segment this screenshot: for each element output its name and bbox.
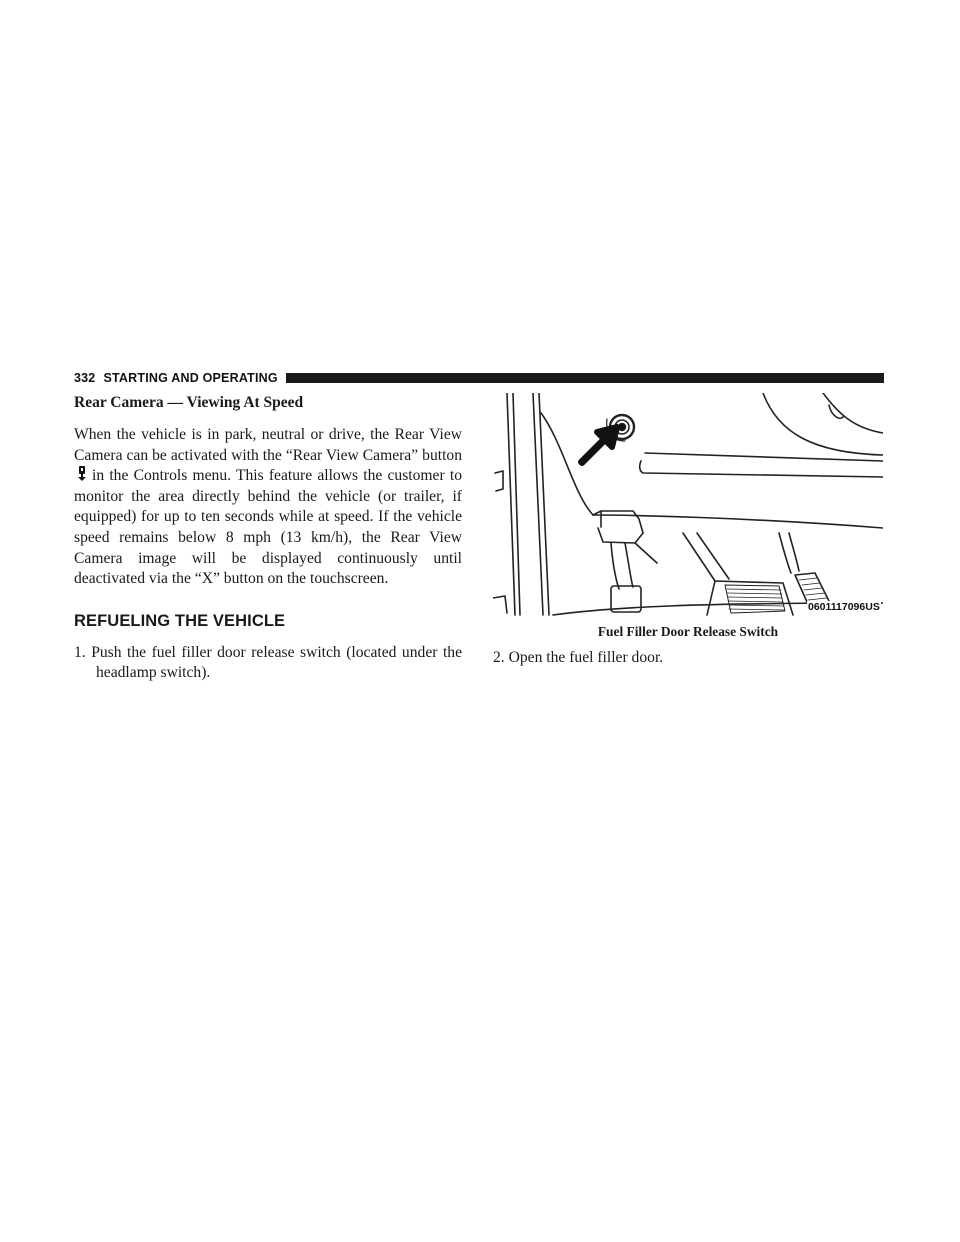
fuel-filler-release-figure	[493, 393, 883, 616]
rear-view-camera-icon	[75, 466, 91, 482]
figure-image-code: 0601117096US	[808, 601, 880, 613]
page-number: 332	[74, 371, 96, 385]
rear-camera-text-2: in the Controls menu. This feature allows the customer to monitor the area directly behind the vehicle (or trailer, if equipped) for up to ten seconds while at speed. If the vehicle speed remains below 8 mph (13 km/h), the Rear View Camera image will be displayed continuously until deactivated via the “X” button on the touchscreen.	[74, 467, 462, 588]
section-title: STARTING AND OPERATING	[103, 371, 278, 385]
rear-camera-paragraph	[74, 425, 462, 590]
rear-camera-heading: Rear Camera — Viewing At Speed	[74, 394, 304, 411]
refueling-step-1: 1. Push the fuel filler door release switch (located under the headlamp switch).	[74, 643, 462, 682]
header-rule	[286, 373, 884, 383]
rear-camera-text-1: When the vehicle is in park, neutral or drive, the Rear View Camera can be activated with the “Rear View Camera” button	[74, 426, 462, 464]
refueling-step-2: 2. Open the fuel filler door.	[493, 649, 664, 666]
left-column	[74, 393, 462, 684]
refueling-heading: REFUELING THE VEHICLE	[74, 611, 286, 630]
figure-caption: Fuel Filler Door Release Switch	[597, 624, 779, 639]
page-header	[74, 370, 884, 386]
